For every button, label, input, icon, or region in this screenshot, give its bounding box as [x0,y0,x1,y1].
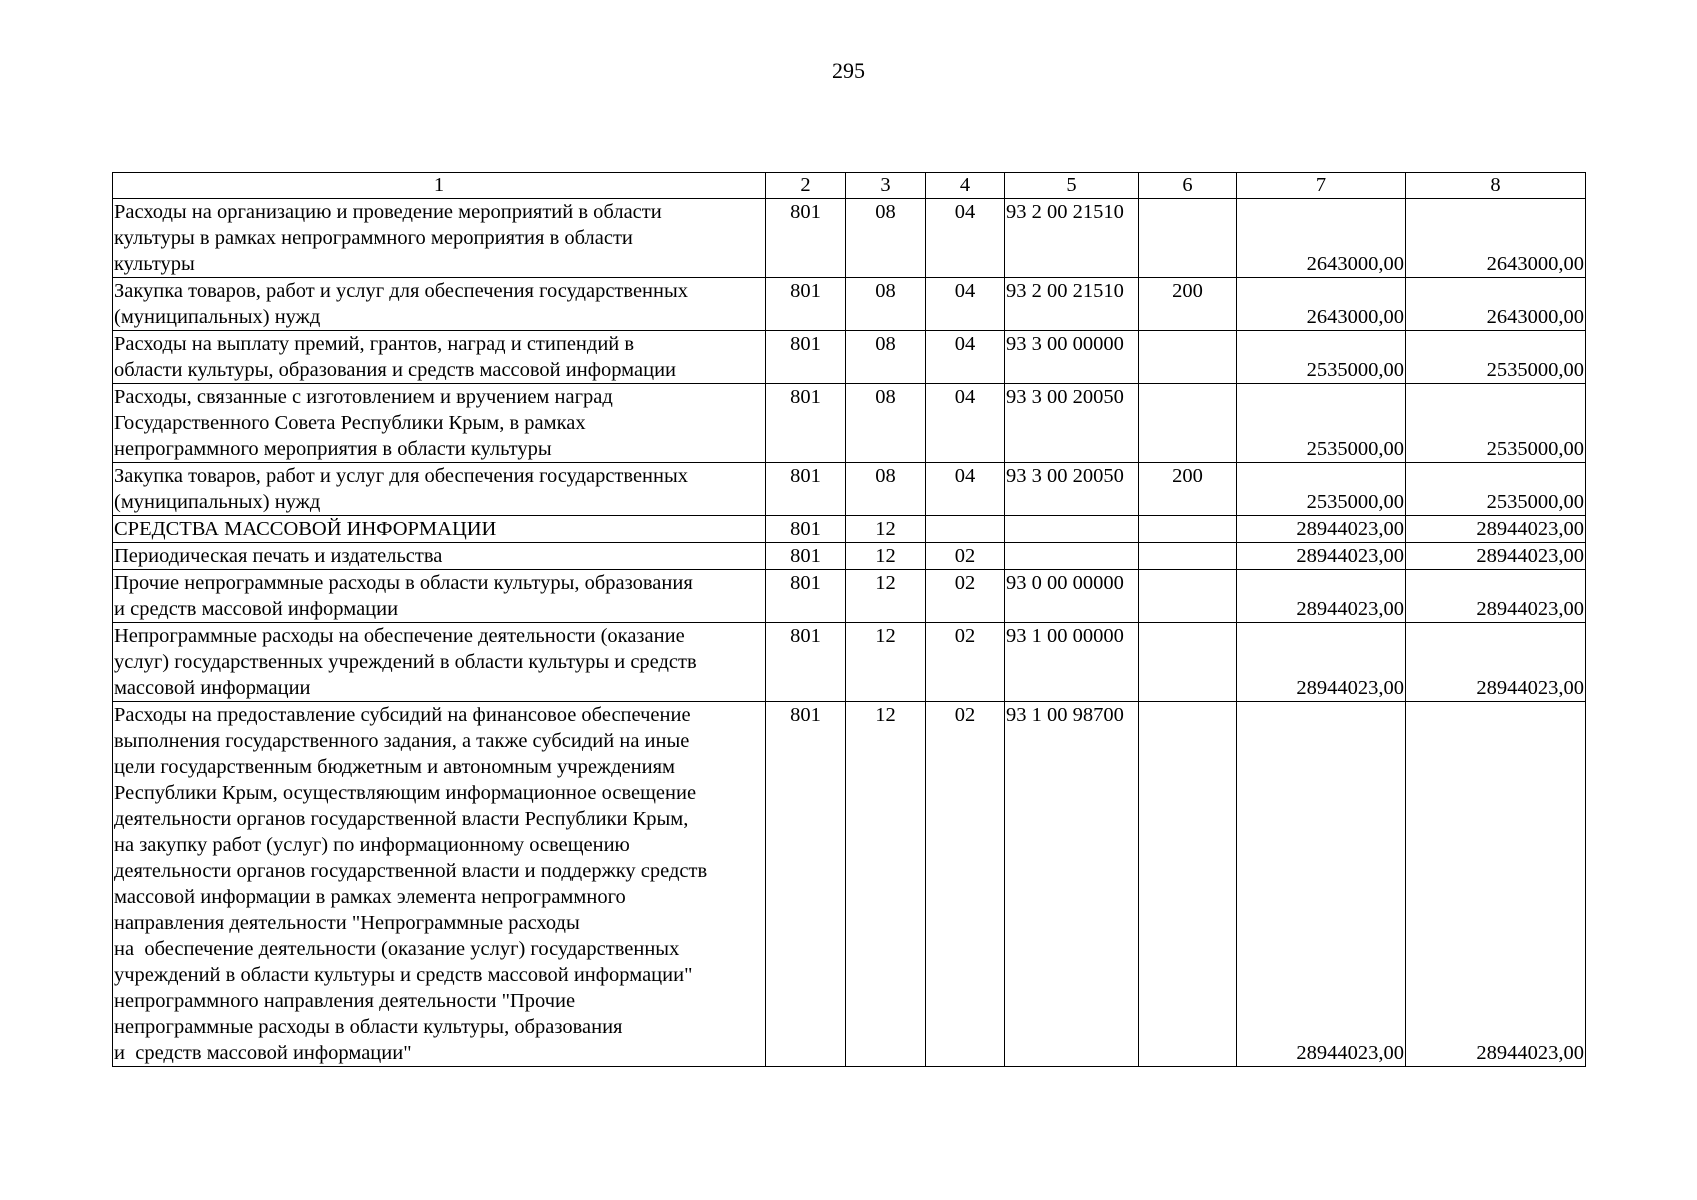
description-line: услуг) государственных учреждений в области культуры и средств [114,651,697,673]
header-cell: 7 [1237,173,1406,199]
target-article-code: 93 1 00 98700 [1005,702,1139,1067]
row-description [113,702,766,1067]
section-code: 801 [766,702,846,1067]
target-article-code [1005,543,1139,570]
description-line: на обеспечение деятельности (оказание услуг) государственных [114,938,680,960]
section-code: 801 [766,516,846,543]
amount-col-8: 28944023,00 [1406,702,1586,1067]
description-line: выполнения государственного задания, а также субсидий на иные [114,730,690,752]
amount-col-7: 28944023,00 [1237,570,1406,623]
description-line: Закупка товаров, работ и услуг для обеспечения государственных [114,280,689,302]
amount-col-8: 2643000,00 [1406,278,1586,331]
header-cell: 8 [1406,173,1586,199]
header-cell: 3 [846,173,926,199]
table-row [113,463,1586,516]
section-code: 801 [766,543,846,570]
description-line: Расходы, связанные с изготовлением и вручением наград [114,386,613,408]
expense-type-code [1139,516,1237,543]
amount-col-7: 2535000,00 [1237,463,1406,516]
page-number: 295 [832,58,865,83]
amount-col-8: 2535000,00 [1406,463,1586,516]
description-line: и средств массовой информации [114,598,399,620]
amount-col-7: 28944023,00 [1237,543,1406,570]
amount-col-8: 28944023,00 [1406,570,1586,623]
amount-col-7: 28944023,00 [1237,623,1406,702]
amount-col-8: 28944023,00 [1406,516,1586,543]
table-row [113,199,1586,278]
description-line: массовой информации [114,677,311,699]
section-code: 801 [766,278,846,331]
subchapter-code: 02 [926,543,1005,570]
amount-col-7: 2535000,00 [1237,384,1406,463]
description-line: на закупку работ (услуг) по информационному освещению [114,834,630,856]
target-article-code [1005,516,1139,543]
amount-col-7: 2535000,00 [1237,331,1406,384]
description-line: цели государственным бюджетным и автономным учреждениям [114,756,675,778]
target-article-code: 93 2 00 21510 [1005,199,1139,278]
amount-col-8: 2535000,00 [1406,331,1586,384]
chapter-code: 08 [846,278,926,331]
description-line: Непрограммные расходы на обеспечение деятельности (оказание [114,625,685,647]
amount-col-7: 28944023,00 [1237,702,1406,1067]
header-cell: 1 [113,173,766,199]
section-code: 801 [766,570,846,623]
target-article-code: 93 2 00 21510 [1005,278,1139,331]
target-article-code: 93 1 00 00000 [1005,623,1139,702]
row-description [113,199,766,278]
description-line: направления деятельности "Непрограммные расходы [114,912,580,934]
amount-col-7: 2643000,00 [1237,278,1406,331]
chapter-code: 08 [846,463,926,516]
description-line: (муниципальных) нужд [114,491,321,513]
budget-table [112,172,1586,1067]
amount-col-8: 28944023,00 [1406,623,1586,702]
description-line: и средств массовой информации" [114,1042,412,1064]
section-code: 801 [766,463,846,516]
expense-type-code: 200 [1139,278,1237,331]
target-article-code: 93 3 00 20050 [1005,384,1139,463]
table-row [113,570,1586,623]
table-row [113,702,1586,1067]
table-row [113,384,1586,463]
section-code: 801 [766,331,846,384]
subchapter-code: 02 [926,702,1005,1067]
expense-type-code [1139,702,1237,1067]
table-row [113,331,1586,384]
subchapter-code: 04 [926,463,1005,516]
chapter-code: 08 [846,384,926,463]
row-description [113,384,766,463]
chapter-code: 08 [846,331,926,384]
amount-col-7: 28944023,00 [1237,516,1406,543]
description-line: непрограммного мероприятия в области культуры [114,438,552,460]
amount-col-7: 2643000,00 [1237,199,1406,278]
header-cell: 6 [1139,173,1237,199]
table-header-row [113,173,1586,199]
description-line: Государственного Совета Республики Крым, в рамках [114,412,586,434]
section-code: 801 [766,623,846,702]
subchapter-code: 04 [926,384,1005,463]
subchapter-code: 02 [926,623,1005,702]
description-line: деятельности органов государственной власти и поддержку средств [114,860,708,882]
description-line: (муниципальных) нужд [114,306,321,328]
subchapter-code: 02 [926,570,1005,623]
subchapter-code: 04 [926,331,1005,384]
target-article-code: 93 3 00 20050 [1005,463,1139,516]
row-description [113,623,766,702]
description-line: учреждений в области культуры и средств массовой информации" [114,964,693,986]
expense-type-code [1139,543,1237,570]
chapter-code: 12 [846,702,926,1067]
chapter-code: 08 [846,199,926,278]
description-line: непрограммные расходы в области культуры, образования [114,1016,623,1038]
amount-col-8: 28944023,00 [1406,543,1586,570]
description-line: культуры [114,253,195,275]
row-description [113,278,766,331]
description-line: массовой информации в рамках элемента непрограммного [114,886,626,908]
description-line: Расходы на организацию и проведение мероприятий в области [114,201,662,223]
expense-type-code [1139,570,1237,623]
description-line: Закупка товаров, работ и услуг для обеспечения государственных [114,465,689,487]
subchapter-code: 04 [926,278,1005,331]
table-row [113,543,1586,570]
target-article-code: 93 3 00 00000 [1005,331,1139,384]
row-description [113,570,766,623]
section-code: 801 [766,384,846,463]
description-line: Расходы на предоставление субсидий на финансовое обеспечение [114,704,691,726]
subchapter-code: 04 [926,199,1005,278]
expense-type-code [1139,384,1237,463]
subchapter-code [926,516,1005,543]
expense-type-code [1139,623,1237,702]
description-line: СРЕДСТВА МАССОВОЙ ИНФОРМАЦИИ [114,518,497,540]
section-code: 801 [766,199,846,278]
amount-col-8: 2643000,00 [1406,199,1586,278]
table-row [113,278,1586,331]
header-cell: 5 [1005,173,1139,199]
description-line: деятельности органов государственной власти Республики Крым, [114,808,689,830]
header-cell: 4 [926,173,1005,199]
description-line: Прочие непрограммные расходы в области культуры, образования [114,572,693,594]
expense-type-code [1139,199,1237,278]
target-article-code: 93 0 00 00000 [1005,570,1139,623]
description-line: Периодическая печать и издательства [114,545,443,567]
description-line: Расходы на выплату премий, грантов, наград и стипендий в [114,333,635,355]
expense-type-code [1139,331,1237,384]
row-description [113,543,766,570]
table-row [113,516,1586,543]
chapter-code: 12 [846,570,926,623]
chapter-code: 12 [846,623,926,702]
table-row [113,623,1586,702]
row-description [113,516,766,543]
expense-type-code: 200 [1139,463,1237,516]
row-description [113,463,766,516]
description-line: непрограммного направления деятельности "Прочие [114,990,576,1012]
row-description [113,331,766,384]
chapter-code: 12 [846,516,926,543]
description-line: культуры в рамках непрограммного мероприятия в области [114,227,633,249]
description-line: области культуры, образования и средств массовой информации [114,359,677,381]
header-cell: 2 [766,173,846,199]
amount-col-8: 2535000,00 [1406,384,1586,463]
description-line: Республики Крым, осуществляющим информационное освещение [114,782,697,804]
chapter-code: 12 [846,543,926,570]
